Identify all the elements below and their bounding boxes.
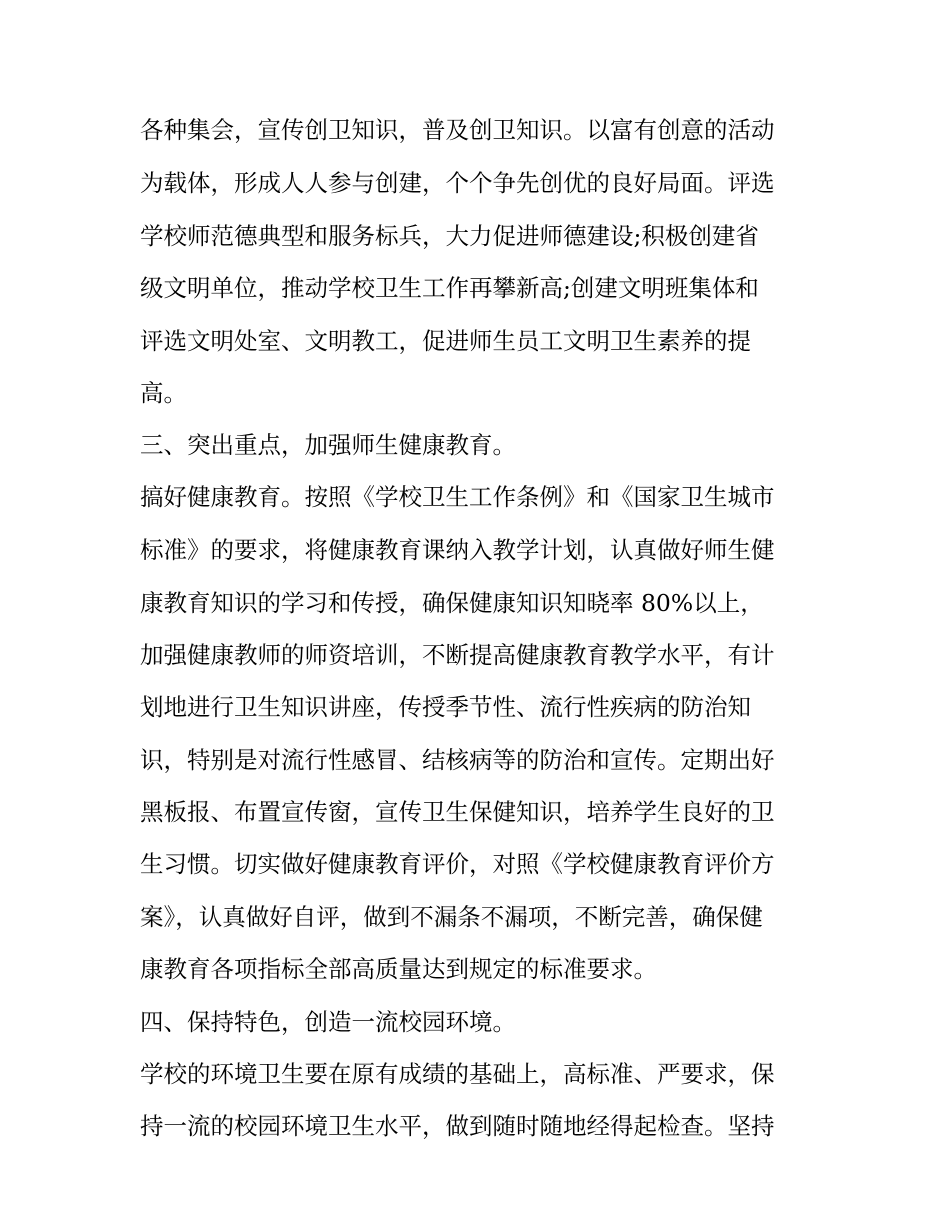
text-line: 康教育知识的学习和传授，确保健康知识知晓率 80%以上， [140, 589, 764, 617]
text-line: 持一流的校园环境卫生水平，做到随时随地经得起检查。坚持 [140, 1112, 775, 1140]
text-line: 黑板报、布置宣传窗，宣传卫生保健知识，培养学生良好的卫 [140, 798, 775, 826]
text-line: 级文明单位，推动学校卫生工作再攀新高;创建文明班集体和 [140, 274, 759, 302]
text-line: 加强健康教师的师资培训，不断提高健康教育教学水平，有计 [140, 641, 775, 669]
text-line: 学校师范德典型和服务标兵，大力促进师德建设;积极创建省 [140, 222, 759, 250]
text-line: 划地进行卫生知识讲座，传授季节性、流行性疾病的防治知 [140, 693, 751, 721]
text-line: 学校的环境卫生要在原有成绩的基础上，高标准、严要求，保 [140, 1060, 775, 1088]
text-line: 为载体，形成人人参与创建，个个争先创优的良好局面。评选 [140, 169, 775, 197]
text-line: 生习惯。切实做好健康教育评价，对照《学校健康教育评价方 [140, 850, 775, 878]
section-heading: 四、保持特色，创造一流校园环境。 [140, 1008, 516, 1036]
text-line: 案》，认真做好自评，做到不漏条不漏项，不断完善，确保健 [140, 903, 763, 931]
text-line: 标准》的要求，将健康教育课纳入教学计划，认真做好师生健 [140, 536, 775, 564]
text-line: 搞好健康教育。按照《学校卫生工作条例》和《国家卫生城市 [140, 483, 775, 511]
text-line: 识，特别是对流行性感冒、结核病等的防治和宣传。定期出好 [140, 746, 775, 774]
text-line: 评选文明处室、文明教工，促进师生员工文明卫生素养的提 [140, 327, 751, 355]
text-line: 高。 [140, 379, 187, 407]
text-line: 各种集会，宣传创卫知识，普及创卫知识。以富有创意的活动 [140, 116, 775, 144]
section-heading: 三、突出重点，加强师生健康教育。 [140, 431, 516, 459]
text-line: 康教育各项指标全部高质量达到规定的标准要求。 [140, 955, 657, 983]
